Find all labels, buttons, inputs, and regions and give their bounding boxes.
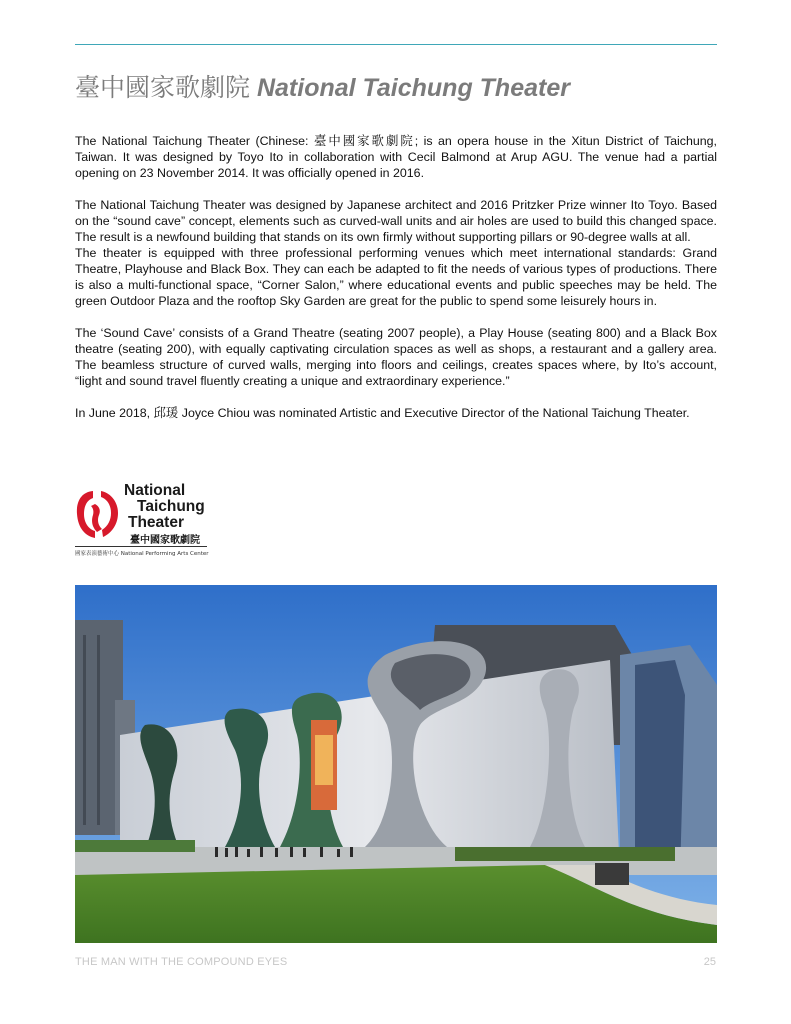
theater-logo <box>75 482 225 562</box>
logo-subtitle: 國家表演藝術中心 National Performing Arts Center <box>75 551 209 557</box>
theater-logo-mark-icon <box>75 488 121 540</box>
paragraph-intro: The National Taichung Theater (Chinese: 臺中國家歌劇院; is an opera house in the Xitun District of Taichung, Taiwan. It was designed by Toyo Ito in collaboration with Cecil Balmond at Arup AGU. The venue had a partial opening on 23 November 2014. It was officially opened in 2016. <box>75 134 717 180</box>
paragraph-design: The National Taichung Theater was designed by Japanese architect and 2016 Pritzker Prize winner Ito Toyo. Based on the “sound cave” concept, elements such as curved-wall units and air holes are used to build this changed space. The result is a newfound building that stands on its own firmly without supporting pillars or 90-degree walls at all. <box>75 198 717 244</box>
logo-text-chinese: 臺中國家歌劇院 <box>130 535 200 546</box>
paragraph-venues: The theater is equipped with three professional performing venues which meet international standards: Grand Theatre, Playhouse and Black Box. They can each be adapted to fit the needs of various types of productions. There is also a multi-functional space, “Corner Salon,” where educational events and public speeches may be held. The green Outdoor Plaza and the rooftop Sky Garden are great for the public to spend some leisurely hours in. <box>75 246 717 308</box>
page-title <box>75 68 717 104</box>
header-rule <box>75 44 717 45</box>
article-body <box>75 133 717 437</box>
paragraph-sound-cave: The ‘Sound Cave’ consists of a Grand Theatre (seating 2007 people), a Play House (seating 800) and a Black Box theatre (seating 200), with equally captivating circulation spaces as well as shops, a restaurant and a gallery area. The beamless structure of curved walls, merging into floors and ceilings, creates spaces where, by Ito’s account, “light and sound travel fluently creating a unique and extraordinary experience.” <box>75 326 717 388</box>
footer-book-title: THE MAN WITH THE COMPOUND EYES <box>75 956 288 968</box>
theater-photo <box>75 585 717 943</box>
logo-text-line1: National <box>124 482 186 499</box>
logo-text-line2: Taichung <box>137 498 205 515</box>
logo-text-line3: Theater <box>128 514 184 531</box>
page-title-english: National Taichung Theater <box>256 74 570 102</box>
footer-page-number: 25 <box>703 956 716 968</box>
page-title-chinese: 臺中國家歌劇院 <box>75 73 251 102</box>
logo-divider <box>75 546 207 547</box>
paragraph-director: In June 2018, 邱瑗 Joyce Chiou was nominated Artistic and Executive Director of the National Taichung Theater. <box>75 406 690 420</box>
